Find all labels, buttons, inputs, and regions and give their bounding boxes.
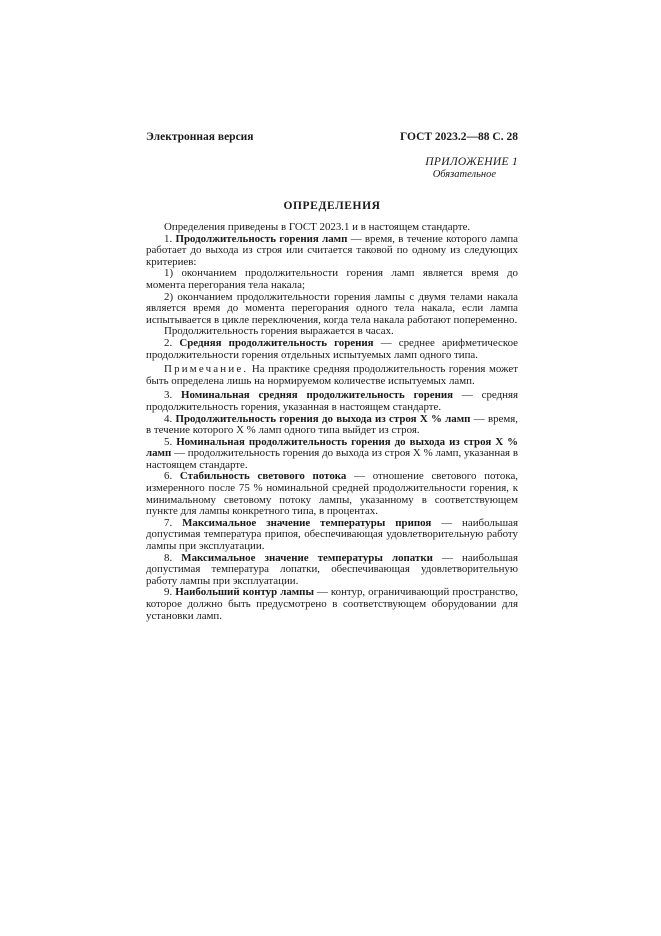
page-header: [146, 131, 518, 145]
intro-paragraph: Определения приведены в ГОСТ 2023.1 и в настоящем стандарте.: [164, 221, 471, 233]
definition-term: Продолжительность горения ламп: [175, 232, 348, 245]
definition-term: Наибольший контур лампы: [175, 586, 314, 599]
definition-number: 7.: [164, 516, 173, 529]
definition-text: — продолжительность горения до выхода из строя X % ламп, указанная в настоящем стандарте.: [146, 447, 519, 471]
document-body: [146, 222, 518, 622]
definition-text: — время, в течение которого X % ламп одного типа выйдет из строя.: [146, 412, 518, 437]
definition-text: — время, в течение которого лампа работает до выхода из строя или считается таковой по одному из следующих критериев:: [146, 232, 518, 268]
note-text: На практике средняя продолжительность горения может быть определена лишь на нормируемом количестве испытуемых ламп.: [146, 363, 518, 387]
definition-number: 4.: [164, 412, 173, 425]
appendix-title: ПРИЛОЖЕНИЕ 1: [425, 156, 518, 168]
definition-term: Продолжительность горения до выхода из строя X % ламп: [175, 412, 471, 425]
definition-2: [146, 338, 518, 361]
definition-term: Номинальная средняя продолжительность горения: [181, 389, 454, 402]
definition-term: Максимальное значение температуры лопатки: [181, 551, 433, 564]
standard-page-number: ГОСТ 2023.2—88 С. 28: [399, 131, 518, 143]
definition-text: — наибольшая допустимая температура лопатки, обеспечивающая удовлетворительную работу лампы при эксплуатации.: [146, 551, 518, 587]
definition-number: 2.: [164, 336, 173, 349]
definition-8: [146, 553, 518, 588]
definition-9: [146, 587, 518, 622]
criterion-2: 2) окончанием продолжительности горения лампы с двумя телами накала является время до момента перегорания одного тела накала, если лампа испытывается в цикле переключения, когда тела накала работают попеременно.: [146, 290, 518, 326]
definition-number: 3.: [164, 389, 173, 402]
definition-3: [146, 390, 518, 413]
definition-text: — средняя продолжительность горения, указанная в настоящем стандарте.: [146, 389, 518, 413]
definition-1: [146, 234, 518, 269]
criterion-1: 1) окончанием продолжительности горения ламп является время до момента перегорания тела накала;: [146, 267, 518, 291]
definition-number: 5.: [164, 435, 173, 448]
definition-term: Максимальное значение температуры припоя: [182, 516, 432, 529]
note-paragraph: [146, 364, 518, 387]
definition-text: — контур, ограничивающий пространство, которое должно быть предусмотрено в соответствующем оборудовании для установки ламп.: [146, 586, 518, 622]
definition-7: [146, 518, 518, 553]
definition-6: [146, 471, 518, 517]
appendix-status: Обязательное: [432, 169, 496, 180]
definition-number: 1.: [164, 232, 173, 245]
definition-number: 9.: [164, 586, 173, 599]
definition-term: Номинальная продолжительность горения до выхода из строя X % ламп: [146, 435, 518, 460]
appendix-block: [400, 156, 518, 180]
edition-label: Электронная версия: [146, 131, 254, 143]
hours-note: Продолжительность горения выражается в часах.: [164, 325, 394, 338]
definition-text: — отношение светового потока, измеренного после 75 % номинальной средней продолжительности горения, к минимальному световому потоку лампы, указанному в соответствующем пункте для лампы конкретного типа, в процентах.: [146, 470, 519, 518]
definition-4: [146, 414, 518, 437]
note-label: Примечание.: [164, 363, 249, 376]
definition-text: — наибольшая допустимая температура припоя, обеспечивающая удовлетворительную работу лампы при эксплуатации.: [146, 516, 519, 553]
definition-number: 8.: [164, 551, 173, 564]
definition-term: Средняя продолжительность горения: [179, 336, 374, 349]
section-title: ОПРЕДЕЛЕНИЯ: [283, 200, 381, 212]
definition-number: 6.: [164, 470, 173, 483]
definition-term: Стабильность светового потока: [179, 470, 347, 483]
definition-text: — среднее арифметическое продолжительности горения отдельных испытуемых ламп одного типа.: [146, 336, 518, 361]
definition-5: [146, 437, 518, 472]
